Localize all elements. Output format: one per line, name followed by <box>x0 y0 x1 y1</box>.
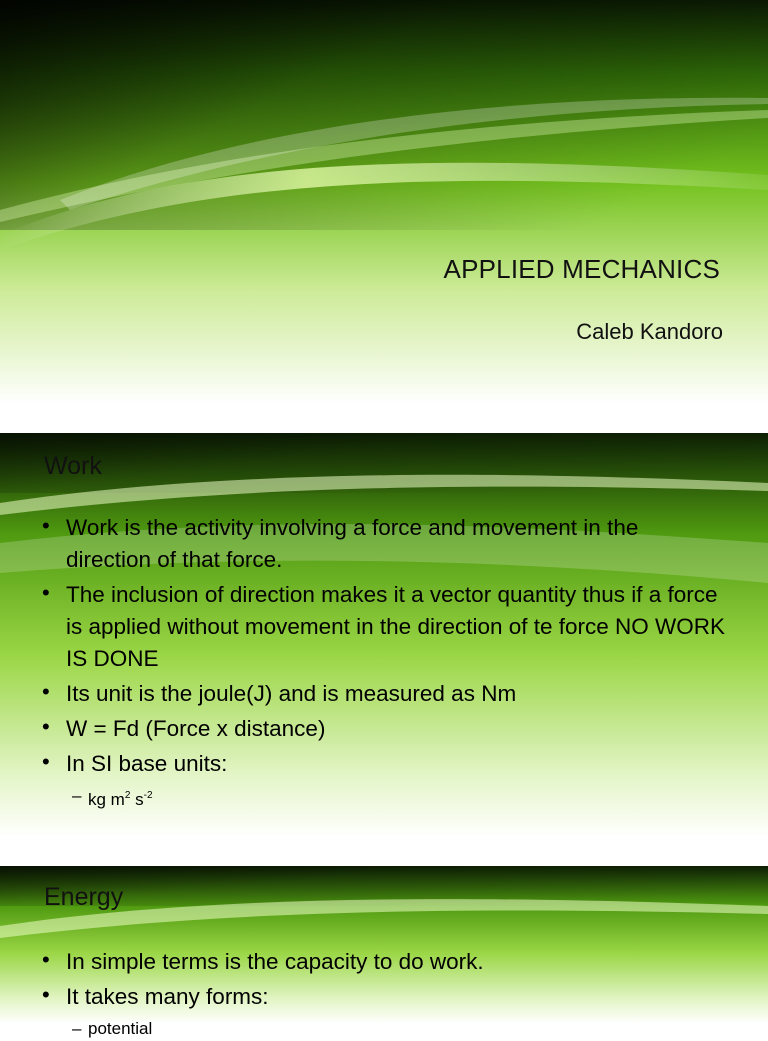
list-item: • Its unit is the joule(J) and is measured as Nm <box>42 678 728 710</box>
bullet-dot: • <box>42 749 50 774</box>
list-item: • The inclusion of direction makes it a vector quantity thus if a force is applied without movement in the direction of te force NO WORK IS DONE <box>42 579 728 675</box>
list-item: • W = Fd (Force x distance) <box>42 713 728 745</box>
bullet-dot: • <box>42 513 50 538</box>
list-item: • In simple terms is the capacity to do work. <box>42 946 728 978</box>
dash-marker: – <box>72 1019 82 1038</box>
bullet-dot: • <box>42 580 50 605</box>
work-slide <box>0 433 768 837</box>
energy-slide <box>0 866 768 1038</box>
sub-list-item: – potential <box>42 1017 728 1041</box>
si-unit-expression: kg $m^2$ $s^{-2}$ <box>88 790 153 809</box>
sub-list-item <box>42 784 728 812</box>
bullet-dot: • <box>42 947 50 972</box>
title-slide <box>0 0 768 404</box>
list-item: • In SI base units: <box>42 748 728 780</box>
slide-title: Work <box>44 452 102 480</box>
bullet-list <box>42 512 728 812</box>
list-item: • Work is the activity involving a force and movement in the direction of that force. <box>42 512 728 576</box>
bullet-dot: • <box>42 714 50 739</box>
bullet-dot: • <box>42 679 50 704</box>
dash-marker: – <box>72 786 82 805</box>
presentation-title: APPLIED MECHANICS <box>443 254 720 284</box>
list-item: • It takes many forms: <box>42 981 728 1013</box>
presentation-author: Caleb Kandoro <box>576 319 723 344</box>
slide-title: Energy <box>44 883 124 911</box>
bullet-list <box>42 946 728 1041</box>
bullet-dot: • <box>42 982 50 1007</box>
